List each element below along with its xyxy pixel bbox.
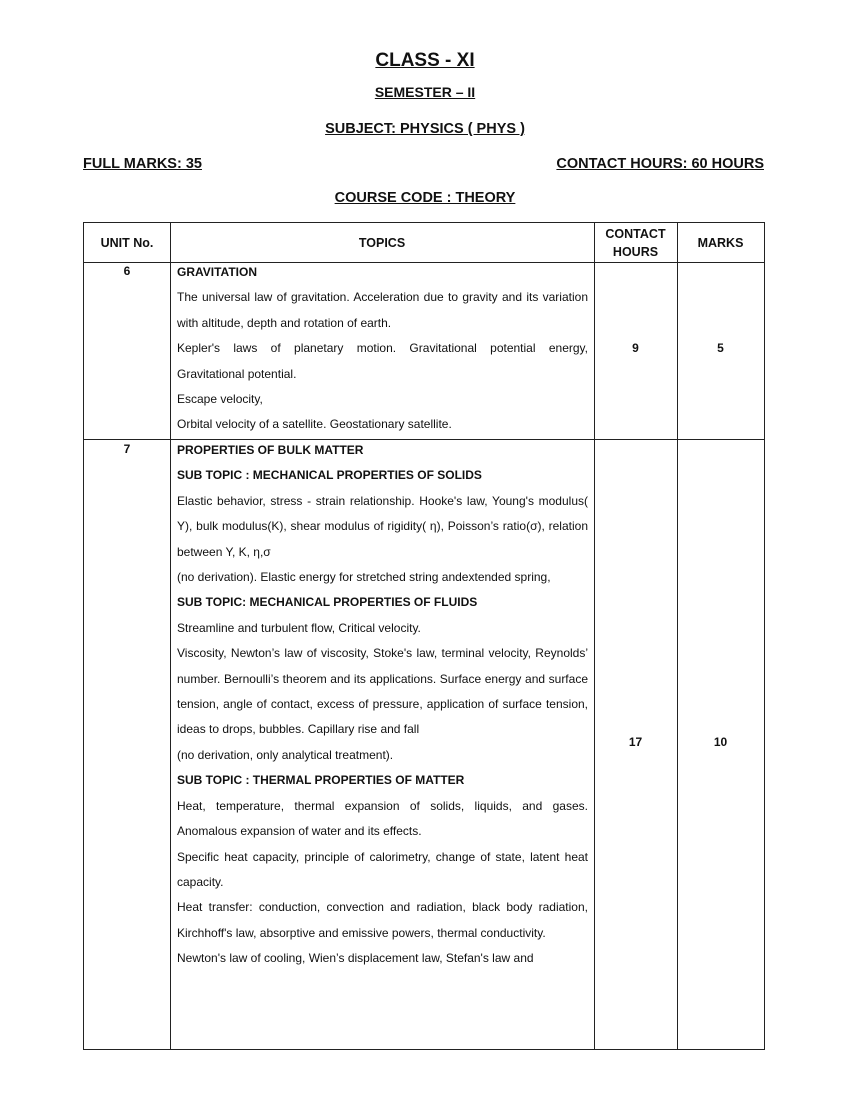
contact-hours-value: 9	[632, 341, 639, 355]
header-marks: MARKS	[697, 236, 744, 250]
contact-hours-value: 17	[628, 735, 643, 749]
header-contact-line2: HOURS	[612, 245, 659, 259]
topics-unit-7	[177, 438, 588, 972]
semester-title: SEMESTER – II	[374, 84, 476, 100]
column-divider	[170, 223, 171, 1049]
topic-text: Viscosity, Newton’s law of viscosity, Stoke's law, terminal velocity, Reynolds’ number. Bernoulli’s theorem and its applications. Surface energy and surface tension, angle of contact, excess of pressure, application of surface tension, ideas to drops, bubbles. Capillary rise and fall	[177, 646, 588, 737]
class-title: CLASS - XI	[375, 50, 475, 71]
topic-text: (no derivation). Elastic energy for stretched string andextended spring,	[177, 570, 551, 585]
topic-text: The universal law of gravitation. Acceleration due to gravity and its variation with altitude, depth and rotation of earth.	[177, 290, 588, 330]
header-unit: UNIT No.	[100, 236, 154, 250]
topic-text: Heat transfer: conduction, convection and radiation, black body radiation, Kirchhoff's law, absorptive and emissive powers, thermal conductivity.	[177, 900, 588, 940]
topic-text: Newton's law of cooling, Wien’s displacement law, Stefan's law and	[177, 951, 534, 966]
subtopic-heading: SUB TOPIC : THERMAL PROPERTIES OF MATTER	[177, 773, 465, 788]
header-contact-line1: CONTACT	[605, 227, 666, 241]
syllabus-table	[83, 222, 765, 1050]
subtopic-heading: SUB TOPIC: MECHANICAL PROPERTIES OF FLUIDS	[177, 595, 478, 610]
full-marks: FULL MARKS: 35	[83, 156, 202, 172]
topic-text: Streamline and turbulent flow, Critical velocity.	[177, 620, 421, 635]
subject-title: SUBJECT: PHYSICS ( PHYS )	[325, 121, 525, 137]
topic-text: Kepler's laws of planetary motion. Gravitational potential energy, Gravitational potential.	[177, 341, 588, 381]
topic-text: Specific heat capacity, principle of calorimetry, change of state, latent heat capacity.	[177, 849, 588, 889]
marks-value: 5	[717, 341, 724, 355]
topic-heading: PROPERTIES OF BULK MATTER	[177, 443, 364, 457]
topic-text: (no derivation, only analytical treatment).	[177, 747, 394, 762]
topic-text: Orbital velocity of a satellite. Geostationary satellite.	[177, 417, 452, 432]
marks-value: 10	[713, 735, 728, 749]
topic-text: Heat, temperature, thermal expansion of solids, liquids, and gases. Anomalous expansion of water and its effects.	[177, 798, 588, 839]
subtopic-heading: SUB TOPIC : MECHANICAL PROPERTIES OF SOLIDS	[177, 468, 482, 483]
header-contact-hours	[594, 225, 677, 261]
topic-heading: GRAVITATION	[177, 265, 257, 279]
contact-hours: CONTACT HOURS: 60 HOURS	[556, 156, 764, 172]
topic-text: Escape velocity,	[177, 392, 263, 407]
unit-number: 6	[123, 264, 131, 278]
topic-text: Elastic behavior, stress - strain relationship. Hooke's law, Young's modulus( Y), bulk modulus(K), shear modulus of rigidity( η), Poisson’s ratio(σ), relation between Y, K, η,σ	[177, 493, 588, 559]
course-code: COURSE CODE : THEORY	[334, 190, 516, 206]
topics-unit-6	[177, 260, 588, 438]
unit-number: 7	[123, 442, 131, 456]
header-topics: TOPICS	[358, 236, 406, 250]
